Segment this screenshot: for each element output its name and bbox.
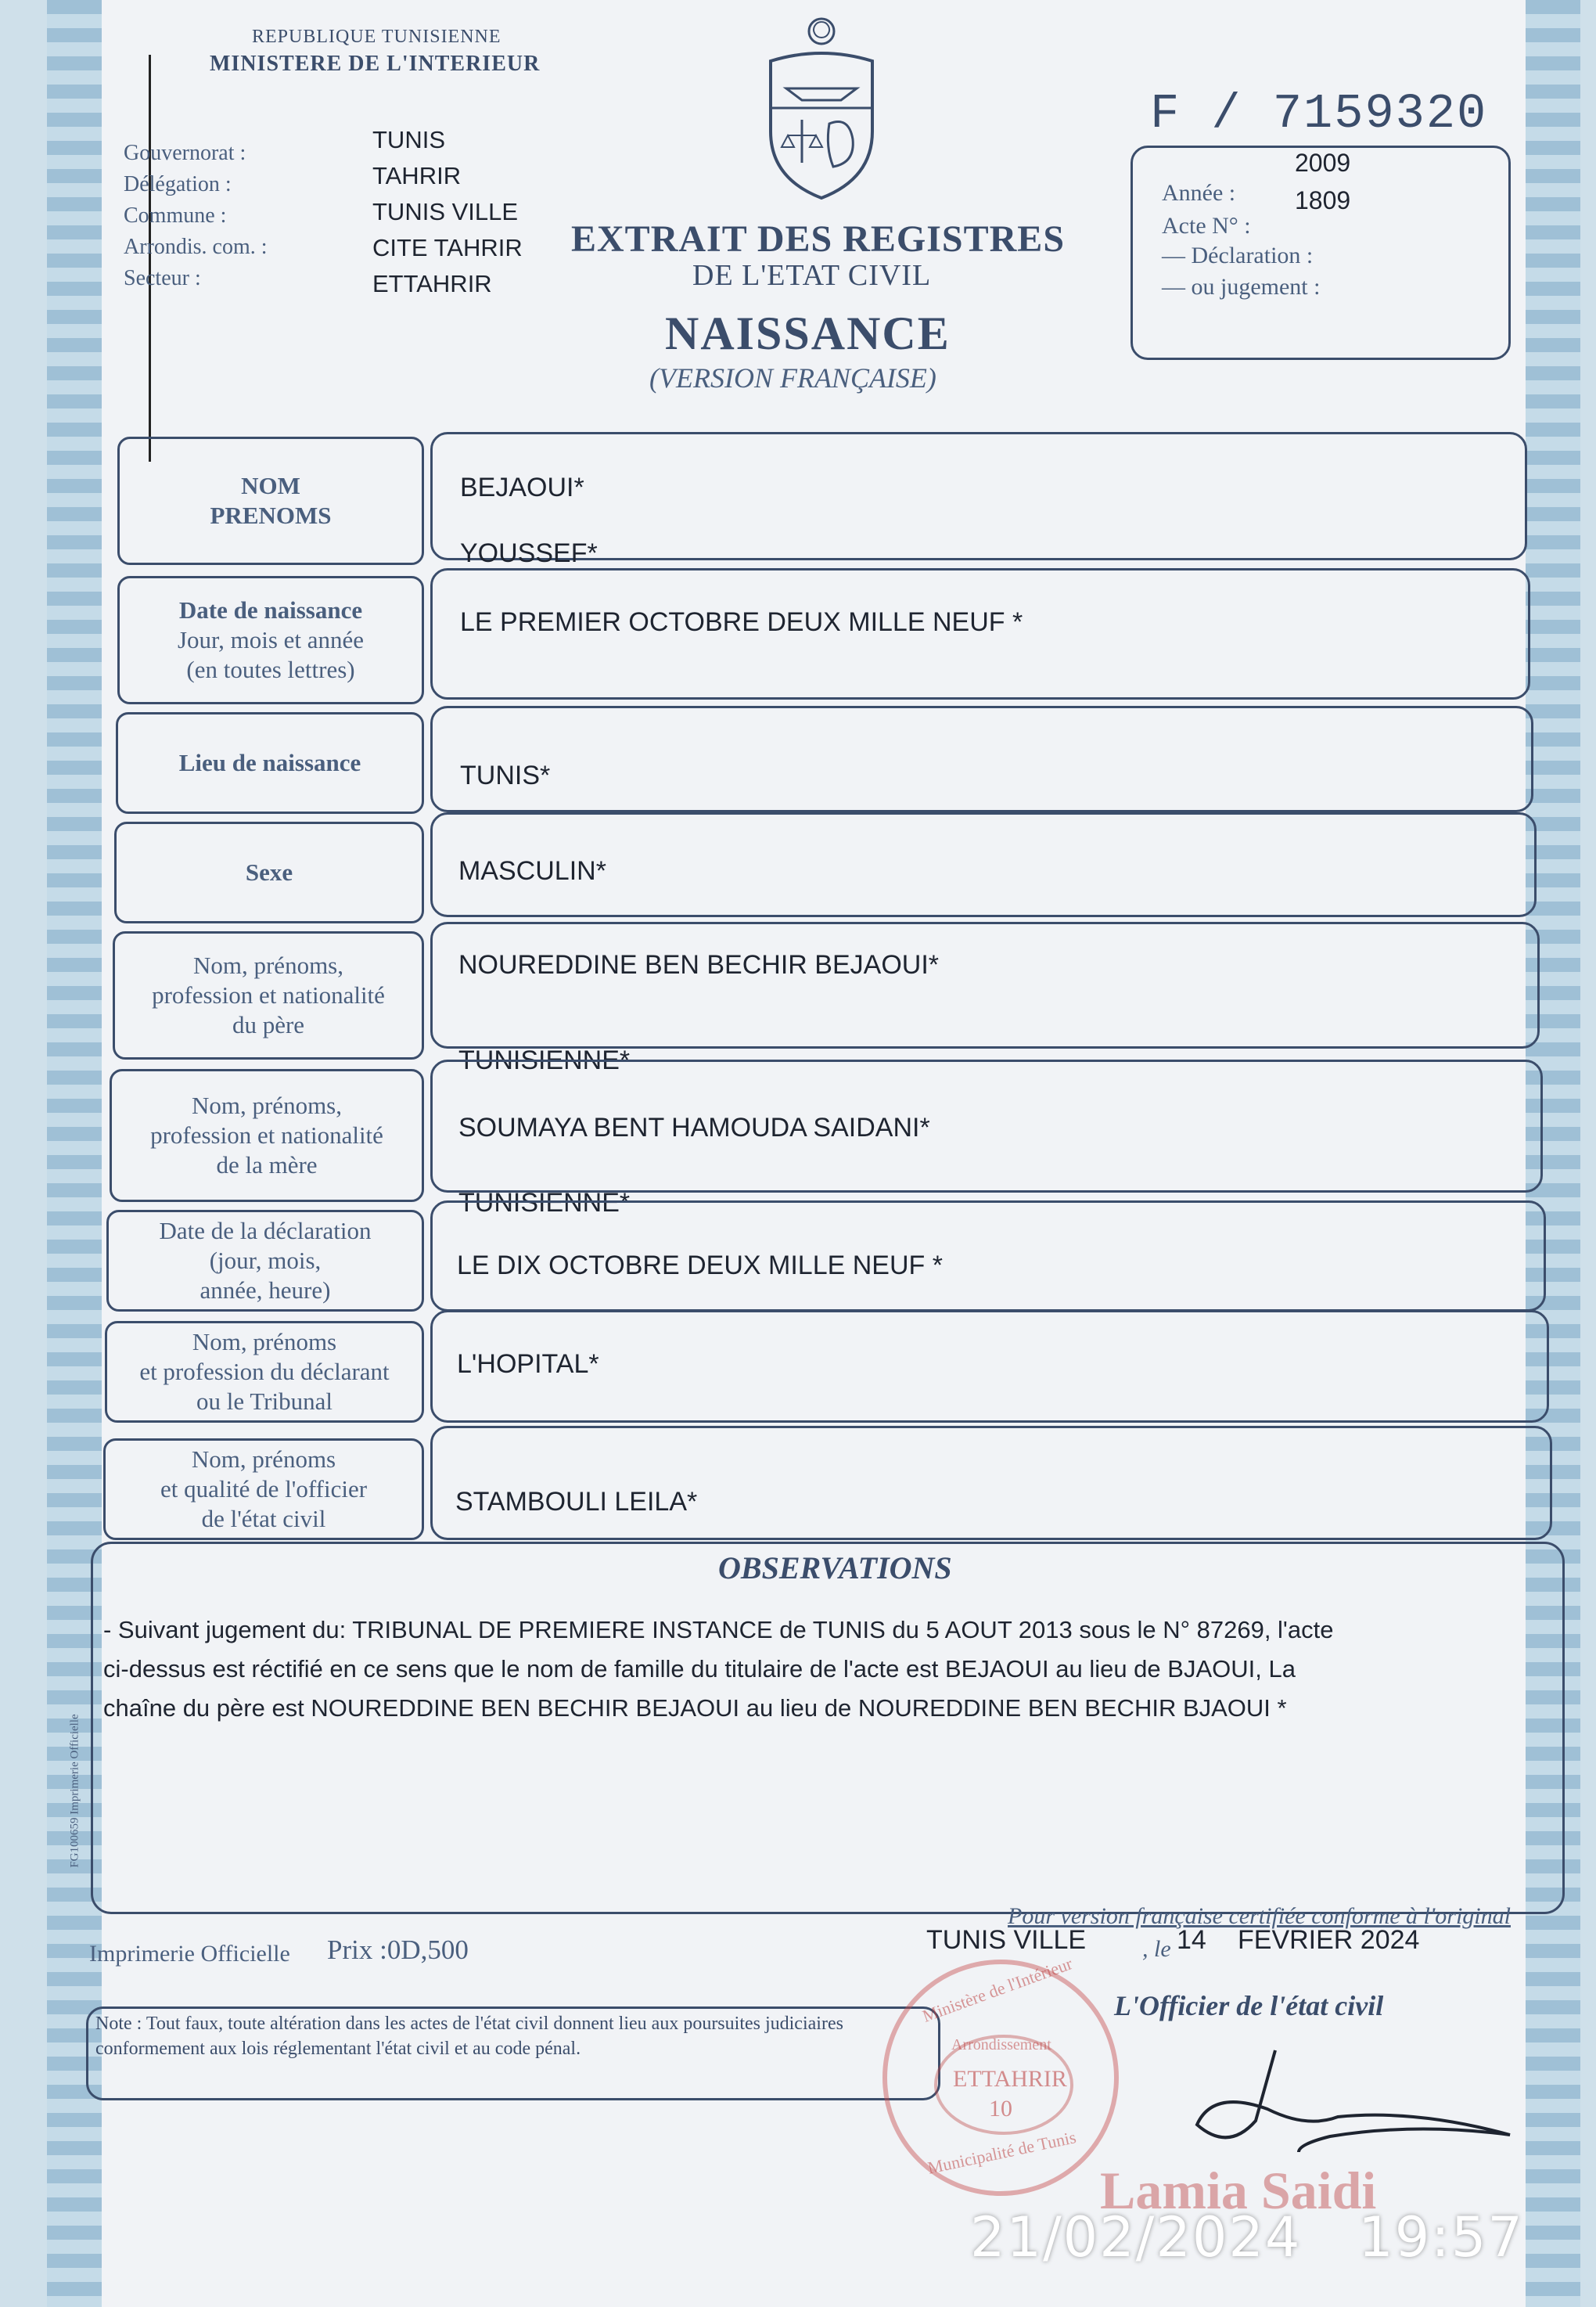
- acte-number-value: 1809: [1295, 186, 1351, 214]
- certified-copy-note: Pour version française certifiée conforme à l'original: [1008, 1903, 1511, 1929]
- declaration-date-label-3: année, heure): [200, 1276, 331, 1304]
- officier-label-2: et qualité de l'officier: [160, 1475, 368, 1503]
- mere-value: SOUMAYA BENT HAMOUDA SAIDANI*: [458, 1113, 930, 1143]
- admin-labels: [124, 138, 268, 294]
- prenoms-label: PRENOMS: [210, 502, 332, 529]
- declaration-label: — Déclaration :: [1162, 243, 1314, 268]
- nom-prenoms-label-box: [117, 437, 424, 565]
- municipal-stamp: [882, 1953, 1119, 2196]
- mere-label-2: profession et nationalité: [150, 1121, 383, 1149]
- title-version: (VERSION FRANÇAISE): [649, 362, 936, 394]
- mere-label-3: de la mère: [216, 1151, 318, 1179]
- stamp-top-text: Ministère de l'Intérieur: [919, 1953, 1075, 2026]
- nom-label: NOM: [241, 472, 300, 499]
- lieu-label: Lieu de naissance: [178, 749, 361, 776]
- date-naissance-value: LE PREMIER OCTOBRE DEUX MILLE NEUF *: [460, 607, 1023, 637]
- title-etat-civil: DE L'ETAT CIVIL: [692, 259, 932, 292]
- officier-value: STAMBOULI LEILA*: [455, 1487, 698, 1517]
- le-label: , le: [1142, 1936, 1171, 1962]
- gouvernorat-value: TUNIS: [372, 126, 445, 153]
- lieu-value: TUNIS*: [460, 761, 551, 790]
- title-naissance: NAISSANCE: [665, 308, 951, 359]
- place-value: TUNIS VILLE: [926, 1925, 1087, 1955]
- prix-label: Prix :0D,500: [327, 1934, 469, 1965]
- coat-of-arms-icon: [755, 14, 888, 202]
- observations-line-2: ci-dessus est réctifié en ce sens que le nom de famille du titulaire de l'acte est BEJAOUI au lieu de BJAOUI, La: [103, 1655, 1296, 1683]
- title-extrait: EXTRAIT DES REGISTRES: [571, 218, 1066, 260]
- side-print-code: FG100659 Imprimerie Officielle: [68, 1714, 81, 1868]
- officier-label-1: Nom, prénoms: [191, 1445, 336, 1473]
- sexe-label-box: [114, 822, 424, 923]
- mere-label-1: Nom, prénoms,: [191, 1092, 342, 1119]
- signature-name-stamp: Lamia Saidi: [1100, 2161, 1377, 2220]
- photo-timestamp: 21/02/2024 19:57: [970, 2205, 1524, 2269]
- arrondissement-label: Arrondis. com. :: [124, 235, 268, 259]
- sexe-value: MASCULIN*: [458, 856, 606, 886]
- commune-value: TUNIS VILLE: [372, 198, 519, 225]
- annee-label: Année :: [1162, 180, 1236, 206]
- declaration-date-value: LE DIX OCTOBRE DEUX MILLE NEUF *: [457, 1251, 943, 1280]
- admin-values: [372, 122, 523, 302]
- pere-label-1: Nom, prénoms,: [192, 952, 343, 979]
- pere-value-box: [430, 922, 1540, 1049]
- observations-text: [103, 1611, 1543, 1728]
- commune-label: Commune :: [124, 203, 227, 228]
- declarant-label-box: [105, 1321, 424, 1423]
- date-naissance-sublabel-1: Jour, mois et année: [177, 626, 365, 653]
- nom-value: BEJAOUI*: [460, 473, 584, 502]
- date-value: FEVRIER 2024: [1238, 1925, 1420, 1955]
- declarant-label-2: et profession du déclarant: [139, 1358, 390, 1385]
- lieu-label-box: [116, 712, 424, 814]
- pere-label-3: du père: [232, 1011, 305, 1038]
- stamp-number-text: 10: [989, 2096, 1012, 2122]
- officier-label-3: de l'état civil: [201, 1505, 326, 1532]
- date-naissance-label: Date de naissance: [178, 596, 363, 624]
- pere-label-2: profession et nationalité: [152, 981, 385, 1009]
- pere-value: NOUREDDINE BEN BECHIR BEJAOUI*: [458, 950, 939, 980]
- arrondissement-value: CITE TAHRIR: [372, 234, 523, 261]
- prenoms-value: YOUSSEF*: [460, 538, 598, 568]
- secteur-value: ETTAHRIR: [372, 270, 492, 297]
- date-naissance-sublabel-2: (en toutes lettres): [186, 656, 355, 683]
- gouvernorat-label: Gouvernorat :: [124, 141, 246, 165]
- declaration-date-label-box: [106, 1210, 424, 1312]
- officier-label-box: [103, 1438, 424, 1540]
- mere-label-box: [110, 1069, 424, 1202]
- officer-title: L'Officier de l'état civil: [1114, 1990, 1384, 2021]
- serial-number: F / 7159320: [1150, 86, 1488, 142]
- delegation-value: TAHRIR: [372, 162, 462, 189]
- republic-label: REPUBLIQUE TUNISIENNE: [252, 27, 501, 47]
- document-page: [47, 0, 1580, 2307]
- note-text: Note : Tout faux, toute altération dans les actes de l'état civil donnent lieu aux poursuites judiciaires conformement aux lois réglementant l'état civil et au code pénal.: [95, 2014, 843, 2059]
- observations-title: OBSERVATIONS: [718, 1550, 952, 1585]
- mere-nationalite: TUNISIENNE*: [458, 1188, 631, 1218]
- declaration-date-label-1: Date de la déclaration: [159, 1217, 372, 1244]
- observations-line-3: chaîne du père est NOUREDDINE BEN BECHIR BEJAOUI au lieu de NOUREDDINE BEN BECHIR BJAOUI *: [103, 1694, 1287, 1722]
- stamp-name-text: ETTAHRIR: [953, 2066, 1067, 2092]
- acte-number-label: Acte N° :: [1162, 213, 1251, 239]
- observations-line-1: - Suivant jugement du: TRIBUNAL DE PREMIERE INSTANCE de TUNIS du 5 AOUT 2013 sous le N° 87269, l'acte: [103, 1616, 1334, 1643]
- lieu-value-box: [430, 706, 1533, 812]
- declarant-value: L'HOPITAL*: [457, 1349, 599, 1379]
- imprimerie-label: Imprimerie Officielle: [89, 1941, 290, 1967]
- secteur-label: Secteur :: [124, 266, 201, 290]
- delegation-label: Délégation :: [124, 172, 232, 196]
- day-value: 14: [1177, 1925, 1206, 1955]
- officier-value-box: [430, 1426, 1552, 1540]
- observations-box: [91, 1542, 1565, 1914]
- pere-label-box: [113, 931, 424, 1060]
- declarant-label-1: Nom, prénoms: [192, 1328, 337, 1355]
- stamp-bottom-text: Municipalité de Tunis: [926, 2127, 1078, 2178]
- jugement-label: — ou jugement :: [1162, 274, 1321, 300]
- ministry-label: MINISTERE DE L'INTERIEUR: [210, 52, 541, 76]
- declaration-date-label-2: (jour, mois,: [209, 1247, 322, 1274]
- pere-nationalite: TUNISIENNE*: [458, 1046, 631, 1075]
- stamp-mid-text: Arrondissement: [951, 2036, 1051, 2053]
- sexe-label: Sexe: [245, 858, 293, 886]
- annee-value: 2009: [1295, 149, 1351, 177]
- date-naissance-label-box: [117, 576, 424, 704]
- declarant-label-3: ou le Tribunal: [196, 1387, 332, 1415]
